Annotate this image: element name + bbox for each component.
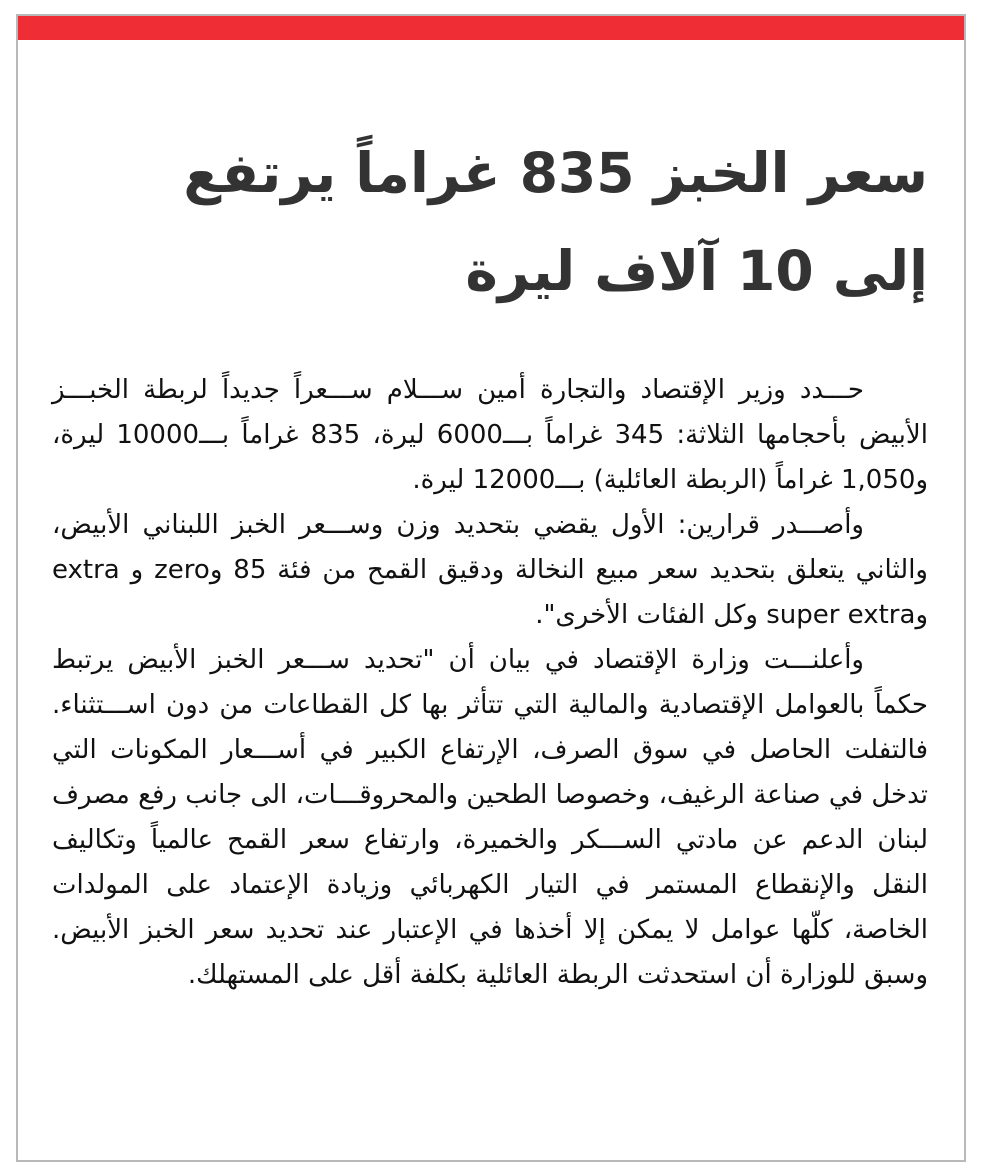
headline (68, 124, 928, 320)
paragraph-3: وأعلنـــت وزارة الإقتصاد في بيان أن "تحديد ســـعر الخبز الأبيض يرتبط حكماً بالعوامل الإقتصادية والمالية التي تتأثر بها كل القطاعات من دون اســـتثناء. فالتفلت الحاصل في سوق الصرف، الإرتفاع الكبير في أســـعار المكونات التي تدخل في صناعة الرغيف، وخصوصا الطحين والمحروقـــات، الى جانب رفع مصرف لبنان الدعم عن مادتي الســـكر والخميرة، وارتفاع سعر القمح عالمياً وتكاليف النقل والإنقطاع المستمر في التيار الكهربائي وزيادة الإعتماد على المولدات الخاصة، كلّها عوامل لا يمكن إلا أخذها في الإعتبار عند تحديد سعر الخبز الأبيض. وسبق للوزارة أن استحدثت الربطة العائلية بكلفة أقل على المستهلك. (52, 645, 928, 990)
headline-line-2: إلى 10 آلاف ليرة (465, 239, 928, 303)
paragraph-1: حـــدد وزير الإقتصاد والتجارة أمين ســـلام ســـعراً جديداً لربطة الخبـــز الأبيض بأحجامها الثلاثة: 345 غراماً بـــ6000 ليرة، 835 غراماً بـــ10000 ليرة، و1,050 غراماً (الربطة العائلية) بـــ12000 ليرة. (52, 375, 928, 495)
article-card (16, 14, 966, 1162)
article-body (52, 368, 928, 998)
headline-line-1: سعر الخبز 835 غراماً يرتفع (183, 141, 928, 205)
top-accent-bar (18, 16, 964, 40)
paragraph-2: وأصـــدر قرارين: الأول يقضي بتحديد وزن وســـعر الخبز اللبناني الأبيض، والثاني يتعلق بتحديد سعر مبيع النخالة ودقيق القمح من فئة 85 وzero و extra وsuper extra وكل الفئات الأخرى". (52, 510, 928, 630)
